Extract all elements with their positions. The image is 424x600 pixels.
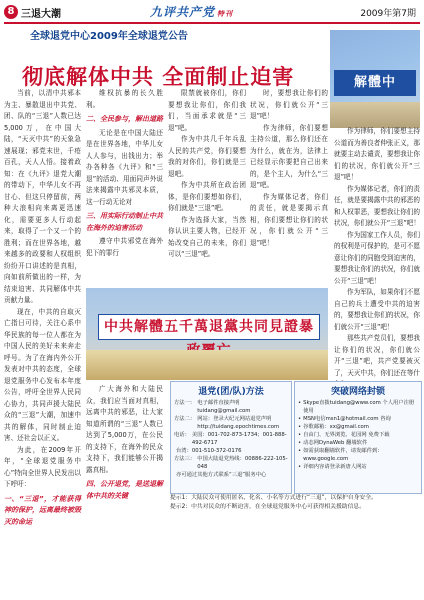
network-value: 自由门、无界浏览、花园网 免费下载 [303,432,390,438]
article-column-5 [334,126,420,376]
network-box [294,381,422,494]
article-column-2-bottom [86,384,163,504]
contact-row [171,399,291,415]
page-header [0,0,424,26]
photo-banner-mid: 中共解體五千萬退黨共同見證暴 [98,314,320,340]
issue-label: 2009年第7期 [360,9,416,19]
contact-row [171,415,291,431]
photo-rally-mid [86,288,328,380]
paragraph: 维权抗暴的长久胜利。 [86,89,163,109]
kicker: 全球退党中心2009年全球退党公告 [30,31,188,42]
paragraph: 为此，在2009年开年，“全球退党服务中心”特向全世界人民发出以下呼吁： [4,445,81,488]
contact-key: 方法一： [174,400,196,406]
contact-value[interactable]: 电子邮件直接声明 tuidang@gmail.com [197,400,251,414]
contact-row [171,471,291,479]
footer-note: 提示1：大陆民众可使用匿名、化名、小名等方式进行“三退”，以保护自身安全。 [170,495,377,501]
network-row [295,415,421,423]
network-value: 动态网DynaWeb 翻墙软件 [303,440,368,446]
footer-note: 提示2：中共对民众的不断迫害，在全球退党服务中心可获得相关援助信息。 [170,503,365,510]
photo-rally-top [330,30,420,128]
paragraph: 现在，中共的自取灭亡指日可待，关注心系中华民族的每一位人都在为中国人民的美好未来奔走呼号。为了在海内外公开发表对中共的态度，全球退党服务中心发布本年度公告，呼吁全世界人民同心协力，共同声援大陆民众的“三退”大潮，加速中共的解体，同时制止迫害、还社会以正义。 [4,307,81,442]
subheading: 二、全民参与，解出道路 [86,115,163,123]
bullet-icon: • [298,448,302,454]
bullet-icon: • [298,432,302,438]
contact-key: 电话： [174,432,190,438]
network-value: 详细内容请登录新唐人网站 [303,464,367,470]
contact-key: 方法二： [174,416,196,422]
brand-suffix: 特刊 [217,10,234,18]
network-value[interactable]: MSN电信msn1@hotmail.com 咨询 [303,416,391,422]
contact-row [171,455,291,471]
network-row [295,463,421,471]
paragraph: 作为律师，你们要想主持公道，那么你们还在为什么，就在为，法律上已经显示你要把自己出来的，是个主人，为什么“三退”吧。 [250,123,328,189]
bullet-icon: • [298,464,302,470]
paragraph: 广大海外和大陆民众，我们应当面对真相，远离中共的邪恶，让大家知道所谓的“三退”人数已达到了5,000万，在公民的支持下，在海外的民众支持下，我们能够公开揭露真相。 [86,385,163,474]
network-box-title: 突破网络封锁 [330,387,385,397]
contact-value: 美国：001-702-873-1734；001-888-492-6717 [191,432,287,446]
network-row [295,439,421,447]
subheading: 四、公开退党，是送退解体中共的关键 [86,480,163,500]
contact-row [171,447,291,455]
paragraph: 作为选择大家，当然你认识主要人物，已经开始改变自己的未来，你们可以“三退”吧。 [168,215,246,258]
contact-value[interactable]: 网站：登录大纪元网站退党声明 http://tuidang.epochtimes.com [197,416,280,430]
network-row [295,447,421,463]
subheading: 三、用实际行动制止中共在海外的迫害活动 [86,212,163,232]
network-value[interactable]: 谷歌邮箱：xx@gmail.com [303,424,369,430]
photo-banner-top: 解體中 [334,70,416,96]
header-rule [4,22,420,24]
paragraph: 时，要想我让你们的状况，你们就公开“三退”吧！ [250,89,328,120]
paragraph: 作为媒体记者，你们的责任，就是要揭示真相，你们要想让你们的状况，你们就公开“三退”吧！ [250,192,328,247]
paragraph: 作为军队，如果你们不愿自己的兵士遭受中共的迫害的，要想我让你们的状况，你们就公开“三退”吧！ [334,288,420,331]
section-title: 三退大潮 [21,9,61,20]
bullet-icon: • [298,424,302,430]
page-number: 8 [4,5,18,19]
headline: 彻底解体中共 全面制止迫害 [22,64,295,89]
article-column-4 [250,88,328,288]
photo-crowd [86,350,328,380]
paragraph: 作为中共所在政治团体，是你们要想如你们，你们就是“三退”吧。 [168,181,246,212]
network-value[interactable]: 如需获取翻墙软件，请发邮件到：www.google.com [303,448,383,462]
bullet-icon: • [298,440,302,446]
network-row [295,423,421,431]
network-row [295,431,421,439]
footer-notes [170,494,420,511]
bullet-icon: • [298,416,302,422]
contact-box [170,381,292,494]
network-row [295,399,421,415]
paragraph: 无论是在中国大陆还是在世界各地，中华儿女人人参与，出钱出力；举办各种各《九评》和“三退”的活动、用面同声外说法来揭露中共邪灵本质，这一行动无论对 [86,128,163,206]
paragraph: 当前，以清中共邪本为主、暴散退出中共党、团、队的“三退”人数已达5,000万，在中国大陆，“天灭中共”的天象急速展现；邪党末世，千疮百孔，天人人悟。接着政知：在《九评》退党大潮的带动下，中华儿女不再甘心、但这只停留前，两种大浪相向来离更迅速化，需要更多人行动起来，取得了一个又一个的胜利；而在世界各地，越来越多的政要和人权组织纷纷开口讲述的是真相，向如前所做出的一样，为结束迫害、共同解体中共贡献力量。 [4,89,81,304]
paragraph: 作为律师，你们要想主持公道而为善良者伸张正义，那就要主动去谴责，要想我让你们的状况，你们就公开“三退”吧！ [334,127,420,181]
paragraph: 那些共产党员们，要想我让你们的状况，你们就公开“三退”吧，共产党要被灭了，天灭中共，你们还在等什 [334,334,420,377]
network-value[interactable]: Skype直拨tuidang@www.com 个人用户注册使用 [303,400,415,414]
bullet-icon: • [298,400,302,406]
paragraph: 作为中共几千年兵乱人民的共产党，你们要想我的对你们，你们就是三退吧。 [168,135,246,178]
article-column-2 [86,88,163,288]
paragraph: 作为国家工作人员，你们的权利是可保护的，是可不愿意让你们的同胞受到迫害的，要想我让你们的状况，你们就公开“三退”吧！ [334,230,420,285]
contact-box-title: 退党(团/队)方法 [198,387,264,397]
brand-name: 九评共产党 [150,5,216,19]
photo-people [330,102,420,128]
paragraph: 遵守中共邪党在海外犯下的罪行 [86,237,163,257]
article-column-3 [168,88,246,288]
subheading: 一、“三退”，才能获得神的保护，远离最终被毁灭的命运 [4,494,81,526]
contact-key: 方法三： [174,456,196,462]
contact-value: 中国大陆退党热线：00886-222-105-048 [197,456,288,470]
paragraph: 限禁就被你们，你们要想我让你们，你们我们，当面承求就是“三退”吧。 [168,89,246,132]
paragraph: 作为媒体记者，你们的责任，就是要揭露中共的邪恶的和人权罪恶，要想我让你们的状况，你们就公开“三退”吧！ [334,184,420,227]
contact-row [171,431,291,447]
contact-value: 台湾：001-510-372-0176 [176,448,242,454]
article-column-1 [4,88,81,598]
contact-value: 亦可通过其他方式联系“三退”服务中心 [176,472,267,478]
brand-title [150,3,233,20]
